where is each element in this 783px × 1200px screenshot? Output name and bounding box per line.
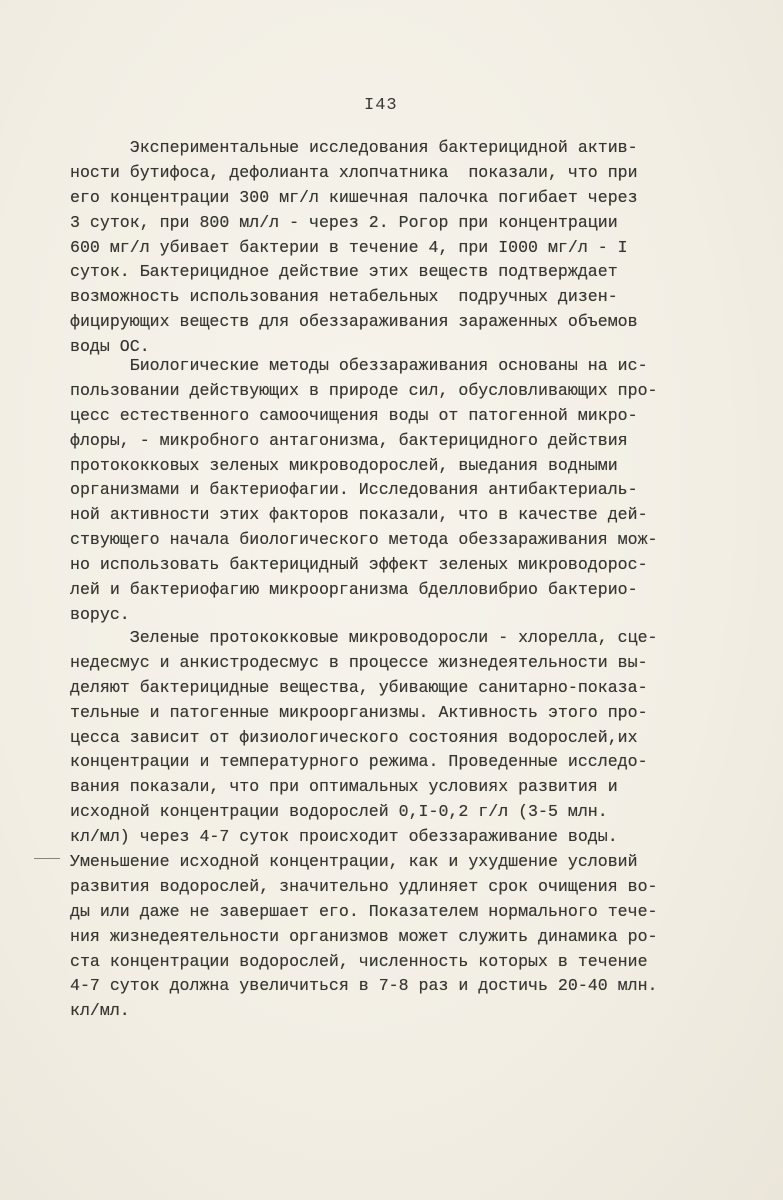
text-line: воды ОС. [70, 337, 150, 357]
text-line: суток. Бактерицидное действие этих веществ подтверждает [70, 262, 618, 282]
text-line: Биологические методы обеззараживания основаны на ис- [70, 356, 648, 375]
text-line: цесса зависит от физиологического состояния водорослей,их [70, 727, 638, 747]
text-line: его концентрации 300 мг/л кишечная палочка погибает через [70, 187, 638, 207]
text-line: ности бутифоса, дефолианта хлопчатника показали, что при [70, 162, 638, 182]
text-line: Зеленые протококковые микроводоросли - хлорелла, сце- [70, 628, 658, 647]
text-line: тельные и патогенные микроорганизмы. Активность этого про- [70, 702, 648, 722]
text-line: ды или даже не завершает его. Показателем нормального тече- [70, 901, 658, 921]
text-line: вания показали, что при оптимальных условиях развития и [70, 777, 618, 797]
text-line: ворус. [70, 604, 130, 624]
text-line: пользовании действующих в природе сил, обусловливающих про- [70, 380, 658, 400]
text-line: исходной концентрации водорослей 0,I-0,2 г/л (3-5 млн. [70, 802, 608, 822]
margin-pencil-mark [34, 858, 60, 859]
paragraph-2 [70, 354, 670, 628]
text-line: организмами и бактериофагии. Исследования антибактериаль- [70, 480, 638, 500]
text-line: кл/мл) через 4-7 суток происходит обеззараживание воды. [70, 827, 618, 847]
text-line: концентрации и температурного режима. Проведенные исследо- [70, 752, 648, 772]
text-line: цесс естественного самоочищения воды от патогенной микро- [70, 405, 638, 425]
text-line: ствующего начала биологического метода обеззараживания мож- [70, 530, 658, 550]
text-line: ста концентрации водорослей, численность которых в течение [70, 951, 648, 971]
text-line: лей и бактериофагию микроорганизма бделловибрио бактерио- [70, 580, 638, 600]
text-line: кл/мл. [70, 1001, 130, 1021]
text-line: Уменьшение исходной концентрации, как и ухудшение условий [70, 852, 638, 872]
text-line: 3 суток, при 800 мл/л - через 2. Рогор при концентрации [70, 212, 618, 232]
paragraph-1 [70, 136, 670, 360]
paragraph-3 [70, 626, 670, 1024]
text-line: фицирующих веществ для обеззараживания зараженных объемов [70, 312, 638, 332]
text-line: ния жизнедеятельности организмов может служить динамика ро- [70, 926, 658, 946]
text-line: Экспериментальные исследования бактерицидной актив- [70, 138, 638, 157]
text-line: но использовать бактерицидный эффект зеленых микроводорос- [70, 555, 648, 575]
text-line: деляют бактерицидные вещества, убивающие санитарно-показа- [70, 677, 648, 697]
text-line: 4-7 суток должна увеличиться в 7-8 раз и достичь 20-40 млн. [70, 976, 658, 996]
page-number: I43 [364, 96, 398, 115]
text-line: развития водорослей, значительно удлиняет срок очищения во- [70, 876, 658, 896]
text-line: ной активности этих факторов показали, что в качестве дей- [70, 505, 648, 525]
text-line: флоры, - микробного антагонизма, бактерицидного действия [70, 430, 628, 450]
text-line: протококковых зеленых микроводорослей, выедания водными [70, 455, 618, 475]
text-line: недесмус и анкистродесмус в процессе жизнедеятельности вы- [70, 652, 648, 672]
text-line: возможность использования нетабельных подручных дизен- [70, 287, 618, 307]
text-line: 600 мг/л убивает бактерии в течение 4, при I000 мг/л - I [70, 237, 628, 257]
